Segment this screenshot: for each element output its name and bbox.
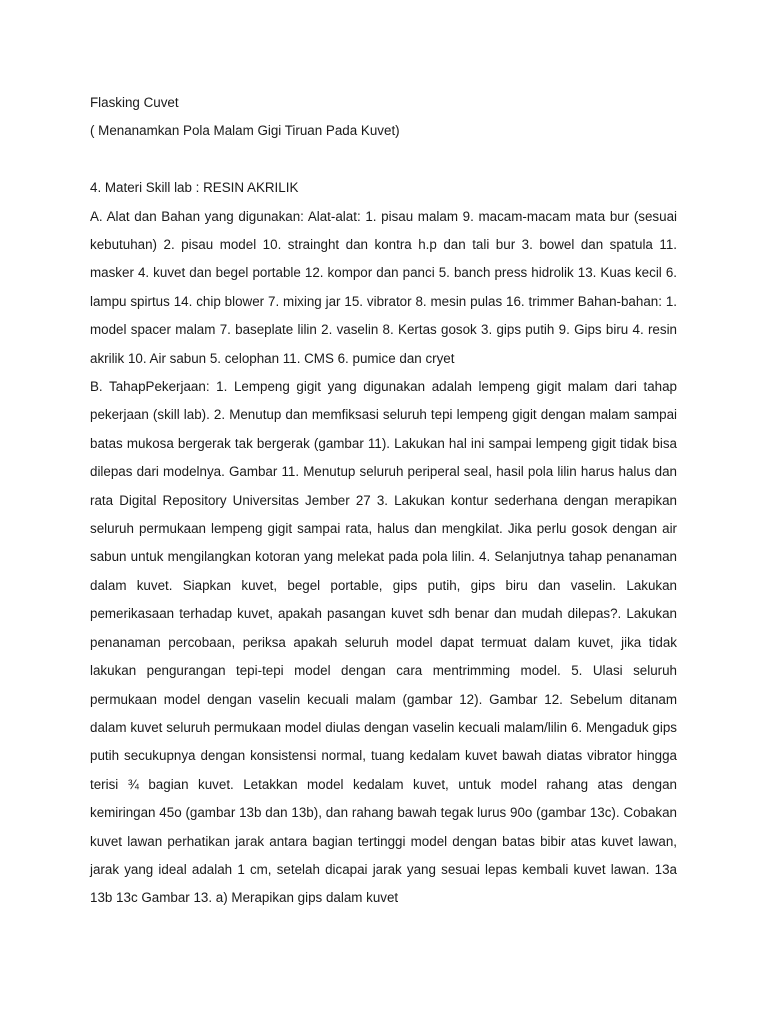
document-title: Flasking Cuvet — [90, 95, 179, 110]
document-page — [90, 89, 677, 913]
blank-line — [90, 146, 677, 174]
paragraph-tools-materials: A. Alat dan Bahan yang digunakan: Alat-alat: 1. pisau malam 9. macam-macam mata bur (sesuai kebutuhan) 2. pisau model 10. strainght dan kontra h.p dan tali bur 3. bowel dan spatula 11. masker 4. kuvet dan begel portable 12. kompor dan panci 5. banch press hidrolik 13. Kuas kecil 6. lampu spirtus 14. chip blower 7. mixing jar 15. vibrator 8. mesin pulas 16. trimmer Bahan-bahan: 1. model spacer malam 7. baseplate lilin 2. vaselin 8. Kertas gosok 3. gips putih 9. Gips biru 4. resin akrilik 10. Air sabun 5. celophan 11. CMS 6. pumice dan cryet — [90, 208, 677, 366]
section-heading: 4. Materi Skill lab : RESIN AKRILIK — [90, 180, 299, 196]
document-subtitle: ( Menanamkan Pola Malam Gigi Tiruan Pada Kuvet) — [90, 123, 400, 139]
paragraph-work-steps: B. TahapPekerjaan: 1. Lempeng gigit yang digunakan adalah lempeng gigit malam dari tahap pekerjaan (skill lab). 2. Menutup dan memfiksasi seluruh tepi lempeng gigit dengan malam sampai batas mukosa bergerak tak bergerak (gambar 11). Lakukan hal ini sampai lempeng gigit tidak bisa dilepas dari modelnya. Gambar 11. Menutup seluruh periperal seal, hasil pola lilin harus halus dan rata Digital Repository Universitas Jember 27 3. Lakukan kontur sederhana dengan merapikan seluruh permukaan lempeng gigit sampai rata, halus dan mengkilat. Jika perlu gosok dengan air sabun untuk mengilangkan kotoran yang melekat pada pola lilin. 4. Selanjutnya tahap penanaman dalam kuvet. Siapkan kuvet, begel portable, gips putih, gips biru dan vaselin. Lakukan pemerikasaan terhadap kuvet, apakah pasangan kuvet sdh benar dan mudah dilepas?. Lakukan penanaman percobaan, periksa apakah seluruh model dapat termuat dalam kuvet, jika tidak lakukan pengurangan tepi-tepi model dengan cara mentrimming model. 5. Ulasi seluruh permukaan model dengan vaselin kecuali malam (gambar 12). Gambar 12. Sebelum ditanam dalam kuvet seluruh permukaan model diulas dengan vaselin kecuali malam/lilin 6. Mengaduk gips putih secukupnya dengan konsistensi normal, tuang kedalam kuvet bawah diatas vibrator hingga terisi ¾ bagian kuvet. Letakkan model kedalam kuvet, untuk model rahang atas dengan kemiringan 45o (gambar 13b dan 13b), dan rahang bawah tegak lurus 90o (gambar 13c). Cobakan kuvet lawan perhatikan jarak antara bagian tertinggi model dengan batas bibir atas kuvet lawan, jarak yang ideal adalah 1 cm, setelah dicapai jarak yang sesuai lepas kembali kuvet lawan. 13a 13b 13c Gambar 13. a) Merapikan gips dalam kuvet — [90, 379, 677, 906]
